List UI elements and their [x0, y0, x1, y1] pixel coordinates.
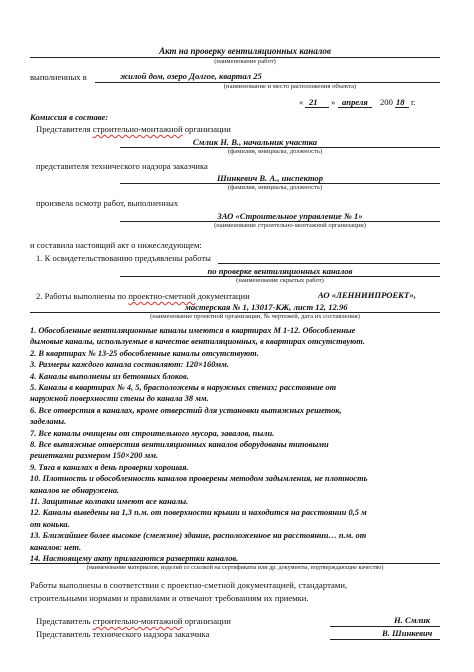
- item2-label: 2. Работы выполнены по проектно-сметной документации: [36, 291, 250, 301]
- sig2-label: Представитель технического надзора заказчика: [36, 629, 210, 639]
- item2-org: АО «ЛЕННИИПРОЕКТ»,: [318, 290, 416, 300]
- finding-line: 10. Плотность и обособленность каналов проверены методом задымления, не плотность: [30, 474, 368, 484]
- done-label: выполненных в: [30, 72, 87, 82]
- commission-label: Комиссия в составе:: [30, 112, 109, 122]
- finding-line: 9. Тяга в каналах в день проверки хорошая.: [30, 462, 189, 472]
- inspect-label: произвела осмотр работ, выполненных: [36, 198, 179, 208]
- item1-label: 1. К освидетельствованию предъявлены работы: [36, 253, 211, 263]
- finding-line: 11. Защитные колпаки имеют все каналы.: [30, 497, 189, 506]
- date-day: 21: [309, 97, 318, 107]
- item1-caption: (наименование скрытых работ): [236, 277, 324, 284]
- finding-line: 1. Обособленные вентиляционные каналы имеются в квартирах М 1-12. Обособленные: [30, 326, 356, 335]
- rep-build-label: Представителя строительно-монтажной организации: [36, 124, 231, 134]
- finding-line: 3. Размеры каждого канала составляют: 120×160мм.: [30, 360, 229, 370]
- finding-line: наружной поверхности стены до канала 38 мм.: [30, 394, 209, 404]
- finding-line: дымовые каналы, используемые в качестве вентиляционных, в квартирах отсутствуют.: [30, 337, 365, 347]
- finding-line: 5. Каналы в квартирах № 4, 5, брасположены в наружных стенах; расстояние от: [30, 383, 337, 392]
- finding-line: 4. Каналы выполнены из бетонных блоков.: [30, 371, 189, 381]
- conclusion-line-1: Работы выполнены в соответствии с проектно-сметной документацией, стандартами,: [30, 580, 348, 590]
- location-value: жилой дом, озеро Долгое, квартал 25: [120, 71, 262, 81]
- fio-caption-1: (фамилия, инициалы, должность): [227, 148, 323, 155]
- rep-tech-label: представителя технического надзора заказчика: [36, 161, 208, 171]
- contractor-name: ЗАО «Строительное управление № 1»: [217, 211, 363, 221]
- contractor-caption: (наименование строительно-монтажной организации): [214, 222, 366, 229]
- finding-line: 6. Все отверстия в каналах, кроме отверстий для установки вытяжных решеток,: [30, 405, 342, 415]
- finding-line: решетками размером 150×200 мм.: [30, 451, 159, 461]
- item1-value: по проверке вентиляционных каналов: [207, 266, 353, 276]
- location-caption: (наименование и место расположения объекта): [223, 83, 357, 90]
- findings-caption: (наименование материалов, изделий со ссылкой на сертификаты или др. документы, подтверждающие качество): [86, 564, 384, 571]
- title-caption: (наименование работ): [214, 58, 276, 65]
- date-month: апреля: [342, 97, 368, 107]
- fio-caption-2: (фамилия, инициалы, должность): [227, 184, 323, 191]
- finding-line: 13. Ближайшее более высокое (смежное) здание, расположенное на расстоянии… п.м. от: [30, 531, 367, 541]
- finding-line: заделаны.: [30, 417, 67, 427]
- item2-caption: (наименование проектной организации, № чертежей, дата их составления): [150, 313, 360, 320]
- finding-line: от конька.: [30, 519, 70, 529]
- finding-line: 12. Каналы выведены на 1,3 п.м. от поверхности крыши и находится на расстоянии 0,5 м: [30, 508, 367, 518]
- item2-detail: мастерская № 1, 13017-КЖ, лист 12, 12.96: [185, 302, 348, 312]
- document-page: Акт на проверку вентиляционных каналов (наименование работ) выполненных в жилой дом, озеро Долгое, квартал 25 (наименование и место расположения объекта) « 21 » апреля 200 18 г. Комиссия в составе: Представителя строительно-монтажной организации Смлик Н. В., начальник участка (фамилия, инициалы, должность) представителя технического надзора заказчика Шинкевич В. А., инспектор (фамилия, инициалы, должность) произвела осмотр работ, выполненных ЗАО «Строительное управление № 1» (наименование строительно-монтажной организации) и составила настоящий акт о нижеследующем: 1. К освидетельствованию предъявлены работы по проверке вентиляционных каналов (наименование скрытых работ) 2. Работы выполнены по проектно-сметной документации АО «ЛЕННИИПРОЕКТ», мастерская № 1, 13017-КЖ, лист 12, 12.96 (наименование проектной организации, № чертежей, дата их составления) 1. Обособленные вентиляционные каналы имеются в квартирах М 1-12. Обособленные дымовые каналы, используемые в качестве вентиляционных, в квартирах отсутствуют. 2. В квартирах № 13-25 обособленные каналы отсутствуют. 3. Размеры каждого канала составляют: 120×160мм. 4. Каналы выполнены из бетонных блоков. 5. Каналы в квартирах № 4, 5, брасположены в наружных стенах; расстояние от наружной поверхности стены до канала 38 мм. 6. Все отверстия в каналах, кроме отверстий для установки вытяжных решеток, заделаны. 7. Все каналы очищены от строительного мусора, завалов, пыли. 8. Все вытяжные отверстия вентиляционных каналов оборудованы типовыми решетками размером 150×200 мм. 9. Тяга в каналах в день проверки хорошая. 10. Плотность и обособленность каналов проверены методом задымления, не плотность каналов не обнаружена. 11. Защитные колпаки имеют все каналы. 12. Каналы выведены на 1,3 п.м. от поверхности крыши и находится на расстоянии 0,5 м от конька. 13. Ближайшее более высокое (смежное) здание, расположенное на расстоянии… п.м. от каналов: нет. 14. Настоящему акту прилагаются развертки каналов. (наименование материалов, изделий со ссылкой на сертификаты или др. документы, подтверждающие качество) Работы выполнены в соответствии с проектно-сметной документацией, стандартами, строительными нормами и правилами и отвечают требованиям их приемки. Представитель строительно-монтажной организации Н. Смлик Представитель технического надзора заказчика В. Шинкевич: [0, 0, 474, 672]
- conclusion-line-2: строительными нормами и правилами и отвечают требованиям их приемки.: [30, 593, 309, 603]
- finding-line: каналов не обнаружена.: [30, 485, 120, 495]
- sig2-name: В. Шинкевич: [382, 628, 433, 638]
- finding-line: 7. Все каналы очищены от строительного мусора, завалов, пыли.: [30, 428, 275, 438]
- sig1-name: Н. Смлик: [394, 615, 431, 625]
- compiled-label: и составила настоящий акт о нижеследующем:: [30, 240, 202, 250]
- finding-line: каналов: нет.: [30, 542, 82, 552]
- finding-line: 2. В квартирах № 13-25 обособленные каналы отсутствуют.: [30, 348, 259, 358]
- rep-build-name: Смлик Н. В., начальник участка: [192, 137, 318, 147]
- doc-title: Акт на проверку вентиляционных каналов: [159, 46, 331, 56]
- rep-tech-name: Шинкевич В. А., инспектор: [217, 173, 323, 183]
- date-year: 18: [396, 97, 405, 107]
- finding-line: 14. Настоящему акту прилагаются развертки каналов.: [30, 554, 239, 563]
- finding-line: 8. Все вытяжные отверстия вентиляционных каналов оборудованы типовыми: [30, 440, 329, 449]
- sig1-label: Представитель строительно-монтажной организации: [36, 616, 231, 626]
